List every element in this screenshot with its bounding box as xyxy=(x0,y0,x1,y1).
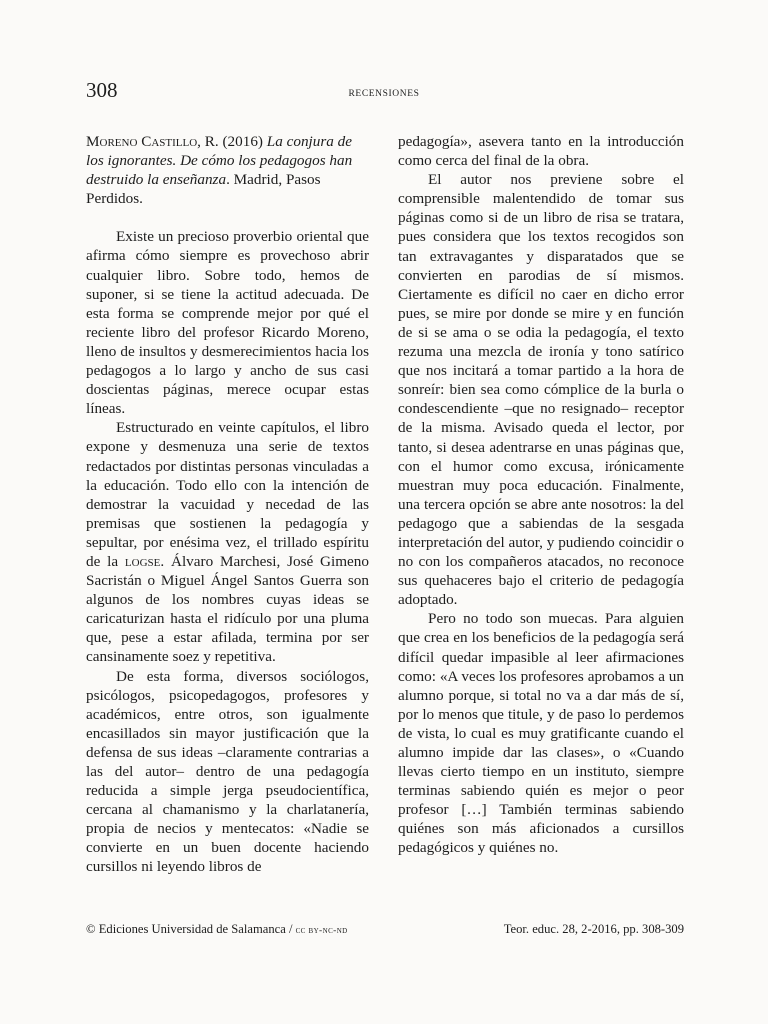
page-number: 308 xyxy=(86,78,118,102)
footer-copyright xyxy=(86,922,348,937)
book-citation xyxy=(86,132,369,208)
left-column xyxy=(86,132,369,877)
right-column xyxy=(398,132,684,858)
paragraph-text: . Álvaro Marchesi, José Gimeno Sacristán o Miguel Ángel Santos Guerra son algunos de los nombres cuyas ideas se caricaturizan hasta el ridículo por una pluma que, pese a estar afilada, termina por ser cansinamente soez y repetitiva. xyxy=(86,552,369,666)
citation-title: La conjura de los ignorantes. De cómo los pedagogos han destruido la enseñanza xyxy=(86,133,353,189)
paragraph: Pero no todo son muecas. Para alguien que crea en los beneficios de la pedagogía será difícil quedar impasible al leer afirmaciones como: «A veces los profesores aprobamos a un alumno porque, si total no va a dar más de sí, por lo menos que titule, y de paso lo perdemos de vista, lo cual es muy gratificante cuando el alumno impide dar las clases», o «Cuando llevas cierto tiempo en un instituto, siempre terminas sabiendo quién es mejor o peor profesor […] También terminas sabiendo quiénes son más aficionados a cursillos pedagógicos y quiénes no. xyxy=(398,610,684,857)
running-head: RECENSIONES xyxy=(348,89,420,99)
paragraph: El autor nos previene sobre el comprensible malentendido de tomar sus páginas como si de un libro de risa se tratara, pues considera que los textos recogidos son tan extravagantes y disparatados que se convierten en parodias de sí mismos. Ciertamente es difícil no caer en dicho error pues, se mire por donde se mire y en función de si se ama o se odia la pedagogía, el texto rezuma una mezcla de ironía y tono satírico que nos incitará a tomar partido a la hora de sonreír: bien sea como cómplice de la burla o condescendiente –que no resignado– receptor de la misma. Avisado queda el lector, por tanto, si desea adentrarse en unas páginas que, con el humor como excusa, irónicamente muestran muy poca educación. Finalmente, una tercera opción se abre ante nosotros: la del pedagogo que a sabiendas de la sesgada interpretación del autor, y pudiendo coincidir o no con los compañeros atacados, no reconoce sus quehaceres bajo el criterio de pedagogía adoptado. xyxy=(398,171,684,609)
citation-author-rest: , R. (2016) xyxy=(197,133,267,150)
footer-publisher: © Ediciones Universidad de Salamanca / xyxy=(86,922,296,936)
paragraph: Existe un precioso proverbio oriental que afirma cómo siempre es provechoso abrir cualquier libro. Sobre todo, hemos de suponer, si se tiene la actitud adecuada. De esta forma se comprende mejor por qué el reciente libro del profesor Ricardo Moreno, lleno de insultos y desmerecimientos hacia los pedagogos a lo largo y ancho de sus casi doscientas páginas, merece ocupar estas líneas. xyxy=(86,228,369,418)
footer-journal-reference: Teor. educ. 28, 2-2016, pp. 308-309 xyxy=(503,922,684,936)
citation-author: Moreno Castillo xyxy=(86,133,198,150)
paragraph: De esta forma, diversos sociólogos, psicólogos, psicopedagogos, profesores y académicos, entre otros, son igualmente encasillados sin mayor justificación que la defensa de sus ideas –claramente contrarias a las del autor– dentro de una pedagogía reducida a simple jerga pseudocientífica, cercana al chamanismo y la charlatanería, propia de necios y mentecatos: «Nadie se convierte en un buen docente haciendo cursillos ni leyendo libros de xyxy=(86,667,369,876)
paragraph: pedagogía», asevera tanto en la introducción como cerca del final de la obra. xyxy=(398,133,684,170)
citation-publisher: . Madrid, Pasos Perdidos. xyxy=(86,171,321,208)
logse-acronym: logse xyxy=(124,552,161,570)
paragraph xyxy=(86,418,369,666)
paragraph-text: Estructurado en veinte capítulos, el libro expone y desmenuza una serie de textos redactados por distintas personas vinculadas a la educación. Todo ello con la intención de demostrar la vacuidad y necedad de las premisas que sostienen la pedagogía y sepultar, por enésima vez, el trillado espíritu de la xyxy=(86,419,369,570)
footer-license: cc by-nc-nd xyxy=(295,926,348,936)
